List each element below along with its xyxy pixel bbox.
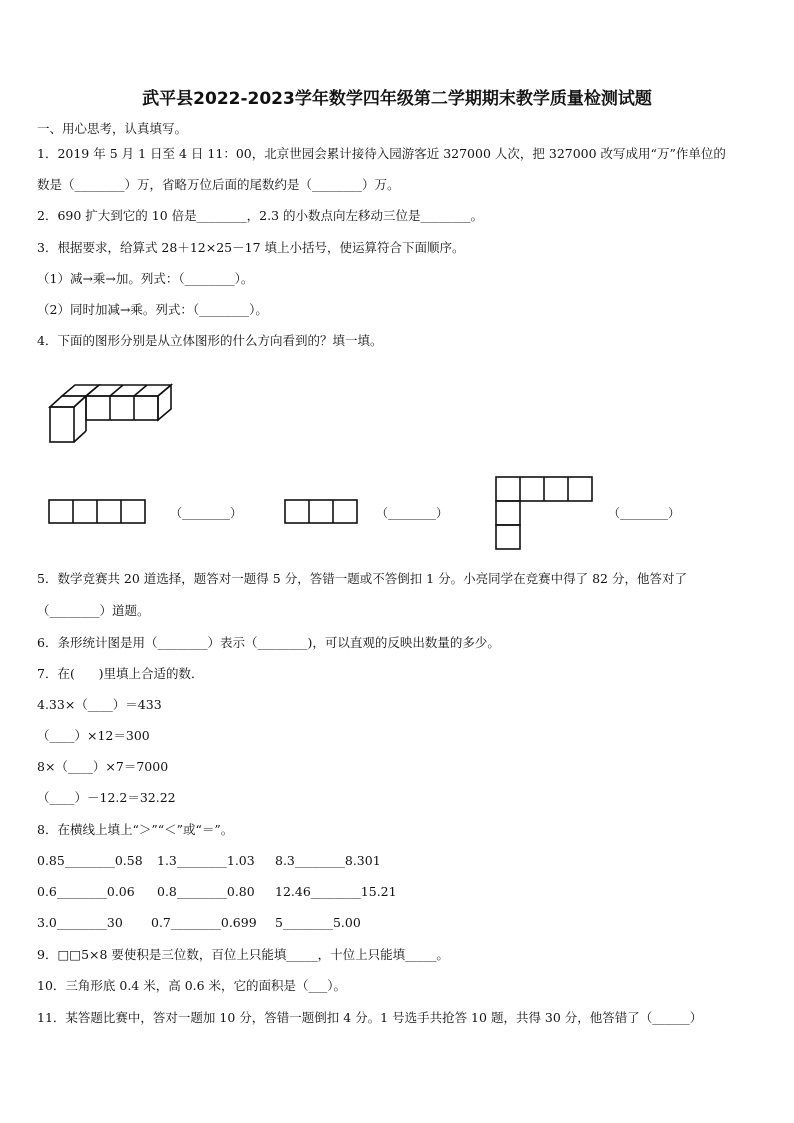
- compare-item: 0.7________0.699: [151, 915, 257, 930]
- view-l-shape: [495, 476, 595, 554]
- compare-item: 0.85________0.58: [37, 853, 143, 868]
- question-11: 11．某答题比赛中，答对一题加 10 分，答错一题倒扣 4 分。1 号选手共抢答 10 题，共得 30 分，他答错了（______）: [37, 1010, 703, 1025]
- page-title: 武平县2022-2023学年数学四年级第二学期期末教学质量检测试题: [142, 89, 652, 109]
- question-3-part-2: （2）同时加减→乘。列式：（________）。: [37, 302, 268, 317]
- question-10: 10．三角形底 0.4 米，高 0.6 米，它的面积是（___）。: [37, 978, 347, 993]
- compare-item: 0.8________0.80: [157, 884, 255, 899]
- compare-item: 12.46________15.21: [275, 884, 397, 899]
- question-4-stem: 4．下面的图形分别是从立体图形的什么方向看到的？填一填。: [37, 333, 383, 348]
- question-3-part-1: （1）减→乘→加。列式：（________）。: [37, 271, 254, 286]
- section-heading: 一、用心思考，认真填写。: [37, 121, 188, 136]
- question-9: 9．□□5×8 要使积是三位数，百位上只能填_____，十位上只能填_____。: [37, 947, 449, 962]
- question-7-eq-3: 8×（____）×7＝7000: [37, 759, 169, 774]
- question-7-eq-4: （____）－12.2＝32.22: [37, 790, 176, 805]
- question-6: 6．条形统计图是用（________）表示（________)，可以直观的反映出数量的多少。: [37, 635, 500, 650]
- question-8-stem: 8．在横线上填上“＞”“＜”或“＝”。: [37, 822, 234, 837]
- question-7-eq-2: （____）×12＝300: [37, 728, 150, 743]
- answer-blank-3[interactable]: （________）: [608, 506, 681, 520]
- view-four-squares: [48, 499, 148, 525]
- compare-item: 0.6________0.06: [37, 884, 135, 899]
- question-2: 2．690 扩大到它的 10 倍是________，2.3 的小数点向左移动三位是________。: [37, 208, 483, 223]
- compare-item: 1.3________1.03: [157, 853, 255, 868]
- question-3-stem: 3．根据要求，给算式 28＋12×25－17 填上小括号，使运算符合下面顺序。: [37, 240, 465, 255]
- view-three-squares: [284, 499, 360, 525]
- question-7-eq-1: 4.33×（____）＝433: [37, 697, 162, 712]
- answer-blank-2[interactable]: （________）: [376, 506, 449, 520]
- solid-figure-image: [46, 383, 176, 445]
- question-5-line-2: （________）道题。: [37, 603, 150, 618]
- question-1-line-1: 1．2019 年 5 月 1 日至 4 日 11：00，北京世园会累计接待入园游客近 327000 人次，把 327000 改写成用“万”作单位的: [37, 146, 726, 161]
- question-1-line-2: 数是（________）万，省略万位后面的尾数约是（________）万。: [37, 177, 400, 192]
- compare-item: 3.0________30: [37, 915, 123, 930]
- answer-blank-1[interactable]: （________）: [170, 506, 243, 520]
- compare-item: 5________5.00: [275, 915, 361, 930]
- compare-item: 8.3________8.301: [275, 853, 381, 868]
- question-5-line-1: 5．数学竞赛共 20 道选择，题答对一题得 5 分，答错一题或不答倒扣 1 分。小亮同学在竞赛中得了 82 分，他答对了: [37, 571, 687, 586]
- question-7-stem: 7．在( )里填上合适的数．: [37, 666, 204, 681]
